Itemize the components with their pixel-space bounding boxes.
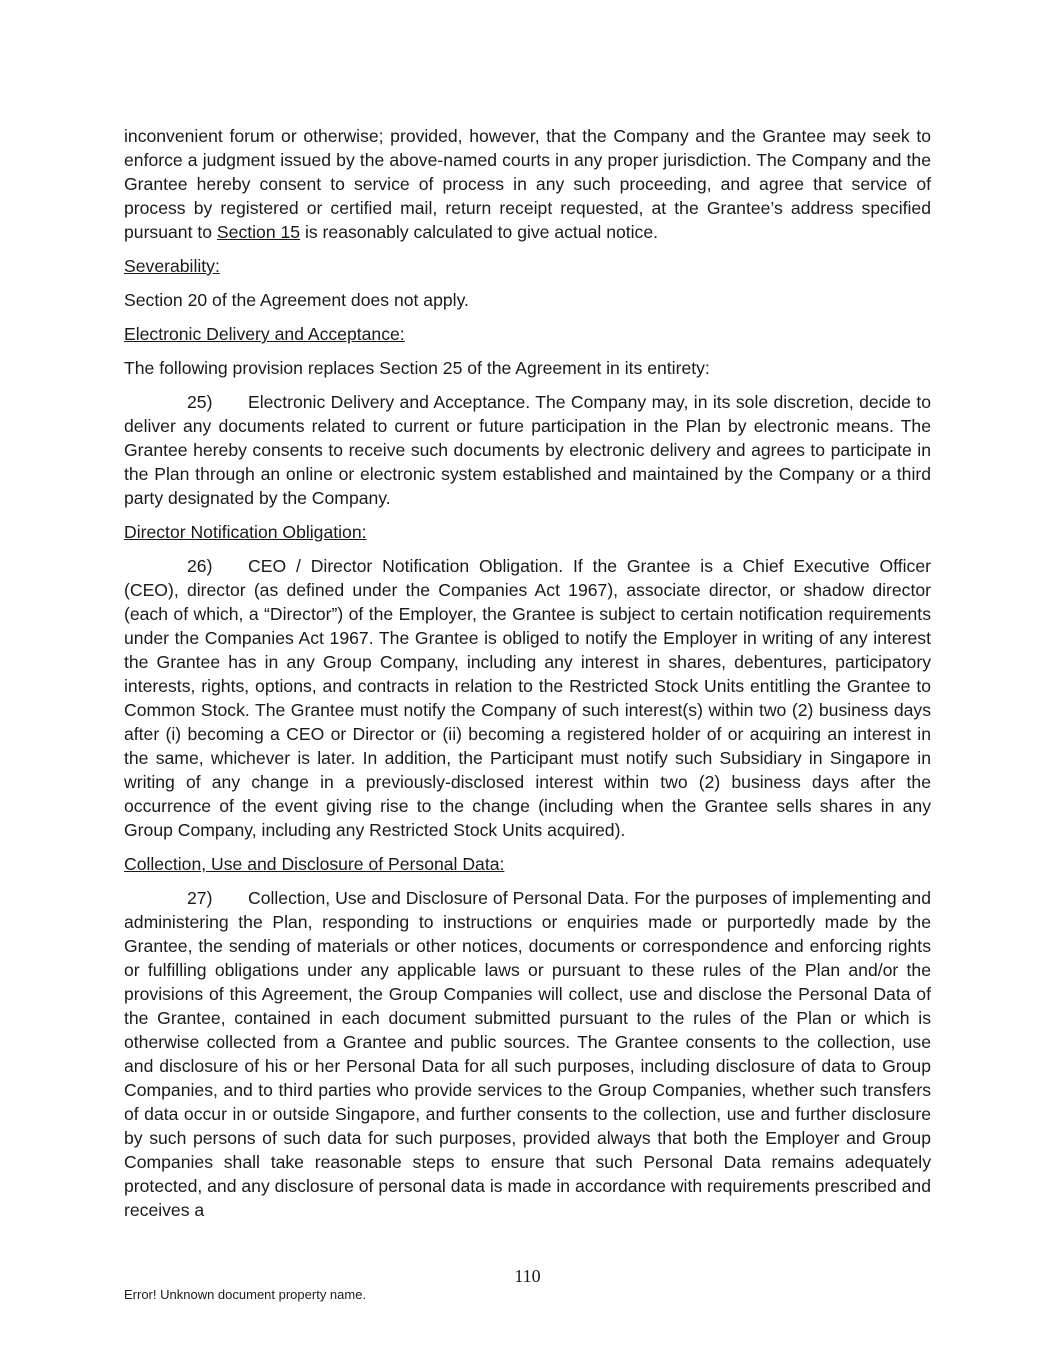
electronic-delivery-heading: Electronic Delivery and Acceptance: [124,324,405,344]
section-number: 25) [187,392,213,412]
electronic-delivery-intro: The following provision replaces Section 25 of the Agreement in its entirety: [124,358,710,378]
page-body [124,124,931,1222]
section-26-paragraph: 26) CEO / Director Notification Obligation. If the Grantee is a Chief Executive Officer (CEO), director (as defined under the Companies Act 1967), associate director, or shadow director (each of which, a “Director”) of the Employer, the Grantee is subject to certain notification requirements under the Companies Act 1967. The Grantee is obliged to notify the Employer in writing of any interest the Grantee has in any Group Company, including any interest in shares, debentures, participatory interests, rights, options, and contracts in relation to the Restricted Stock Units entitling the Grantee to Common Stock. The Grantee must notify the Company of such interest(s) within two (2) business days after (i) becoming a CEO or Director or (ii) becoming a registered holder of or acquiring an interest in the same, whichever is later. In addition, the Participant must notify such Subsidiary in Singapore in writing of any change in a previously-disclosed interest within two (2) business days after the occurrence of the event giving rise to the change (including when the Grantee sells shares in any Group Company, including any Restricted Stock Units acquired). [124,556,931,840]
section-15-reference: Section 15 [216,222,301,242]
severability-heading: Severability: [124,256,220,276]
page-number: 110 [514,1266,541,1286]
section-27-paragraph: 27) Collection, Use and Disclosure of Personal Data. For the purposes of implementing and administering the Plan, responding to instructions or enquiries made or purportedly made by the Grantee, the sending of materials or other notices, documents or correspondence and enforcing rights or fulfilling obligations under any applicable laws or pursuant to these rules of the Plan and/or the provisions of this Agreement, the Group Companies will collect, use and disclose the Personal Data of the Grantee, contained in each document submitted pursuant to the rules of the Plan or which is otherwise collected from a Grantee and public sources. The Grantee consents to the collection, use and disclosure of his or her Personal Data for all such purposes, including disclosure of data to Group Companies, and to third parties who provide services to the Group Companies, whether such transfers of data occur in or outside Singapore, and further consents to the collection, use and further disclosure by such persons of such data for such purposes, provided always that both the Employer and Group Companies shall take reasonable steps to ensure that such Personal Data remains adequately protected, and any disclosure of personal data is made in accordance with requirements prescribed and receives a [124,888,931,1220]
section-number: 27) [187,888,213,908]
section-25-paragraph: 25) Electronic Delivery and Acceptance. The Company may, in its sole discretion, decide to deliver any documents related to current or future participation in the Plan by electronic means. The Grantee hereby consents to receive such documents by electronic delivery and agrees to participate in the Plan through an online or electronic system established and maintained by the Company or a third party designated by the Company. [124,392,931,508]
severability-text: Section 20 of the Agreement does not apply. [124,290,469,310]
section-number: 26) [187,556,213,576]
footer-error-note: Error! Unknown document property name. [124,1287,367,1302]
jurisdiction-paragraph: inconvenient forum or otherwise; provided, however, that the Company and the Grantee may seek to enforce a judgment issued by the above-named courts in any proper jurisdiction. The Company and the Grantee hereby consent to service of process in any such proceeding, and agree that service of process by registered or certified mail, return receipt requested, at the Grantee’s address specified pursuant to Section 15 is reasonably calculated to give actual notice. [124,126,931,242]
director-notification-heading: Director Notification Obligation: [124,522,367,542]
personal-data-heading: Collection, Use and Disclosure of Personal Data: [124,854,505,874]
